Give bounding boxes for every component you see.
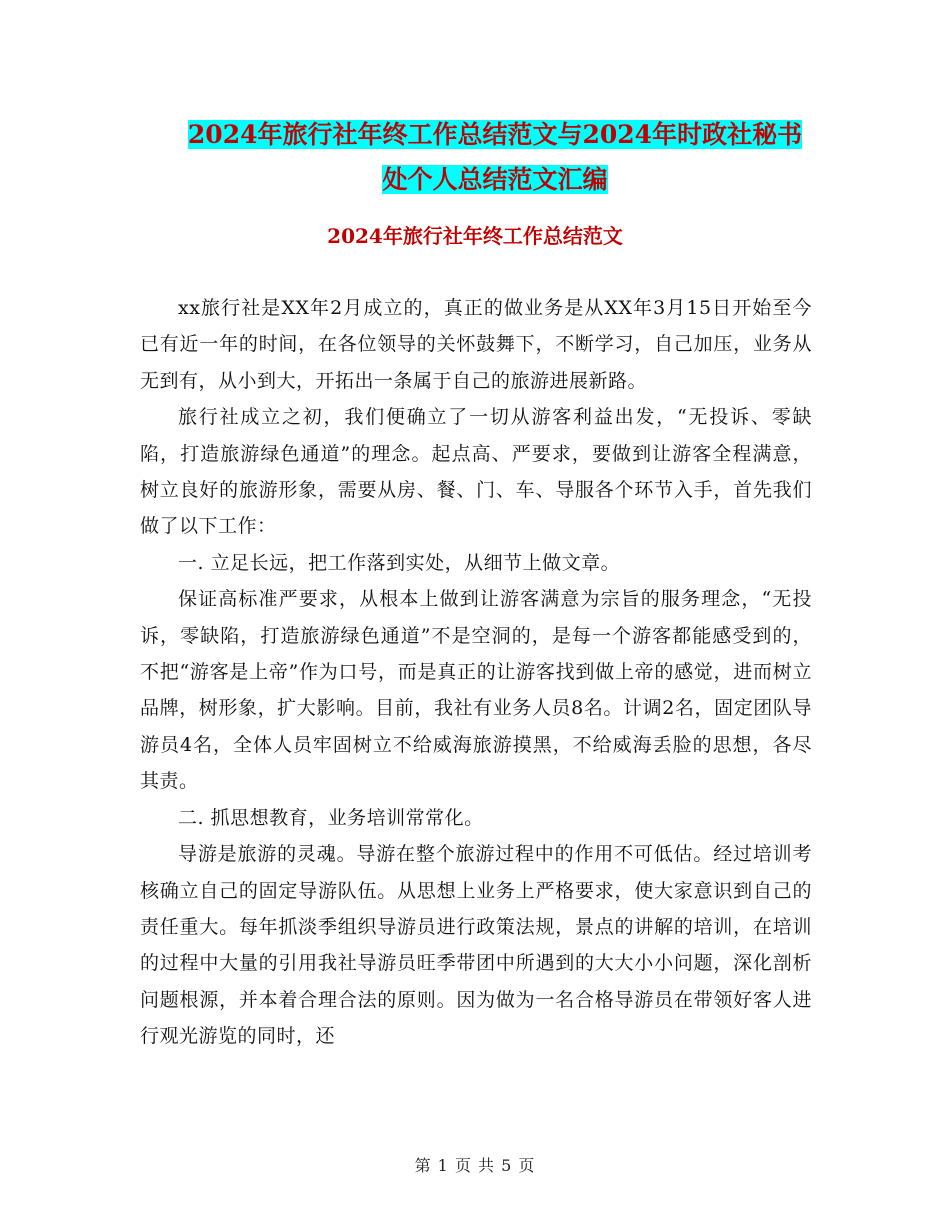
document-title <box>100 112 890 202</box>
page-footer: 第 1 页 共 5 页 <box>414 1156 536 1175</box>
document-title-line-1: 2024年旅行社年终工作总结范文与2024年时政社秘书 <box>187 120 803 149</box>
paragraph: 导游是旅游的灵魂。导游在整个旅游过程中的作用不可低估。经过培训考核确立自己的固定导游队伍。从思想上业务上严格要求，使大家意识到自己的责任重大。每年抓淡季组织导游员进行政策法规，景点的讲解的培训，在培训的过程中大量的引用我社导游员旺季带团中所遇到的大大小小问题，深化剖析问题根源，并本着合理合法的原则。因为做为一名合格导游员在带领好客人进行观光游览的同时，还 <box>140 843 812 1048</box>
paragraph: xx旅行社是XX年2月成立的，真正的做业务是从XX年3月15日开始至今已有近一年的时间，在各位领导的关怀鼓舞下，不断学习，自己加压，业务从无到有，从小到大，开拓出一条属于自己的旅游进展新路。 <box>140 297 812 392</box>
paragraph: 旅行社成立之初，我们便确立了一切从游客利益出发，“无投诉、零缺陷，打造旅游绿色通道”的理念。起点高、严要求，要做到让游客全程满意，树立良好的旅游形象，需要从房、餐、门、车、导服各个环节入手，首先我们做了以下工作： <box>140 406 812 538</box>
paragraph: 一. 立足长远，把工作落到实处，从细节上做文章。 <box>178 551 621 574</box>
document-body <box>140 290 812 1055</box>
paragraph: 二. 抓思想教育，业务培训常常化。 <box>178 806 484 829</box>
section-title: 2024年旅行社年终工作总结范文 <box>327 224 623 248</box>
paragraph: 保证高标准严要求，从根本上做到让游客满意为宗旨的服务理念，“无投诉，零缺陷，打造旅游绿色通道”不是空洞的，是每一个游客都能感受到的，不把“游客是上帝”作为口号，而是真正的让游客找到做上帝的感觉，进而树立品牌，树形象，扩大影响。目前，我社有业务人员8名。计调2名，固定团队导游员4名，全体人员牢固树立不给威海旅游摸黑，不给威海丢脸的思想，各尽其责。 <box>140 588 812 793</box>
document-title-line-2: 处个人总结范文汇编 <box>382 165 608 194</box>
